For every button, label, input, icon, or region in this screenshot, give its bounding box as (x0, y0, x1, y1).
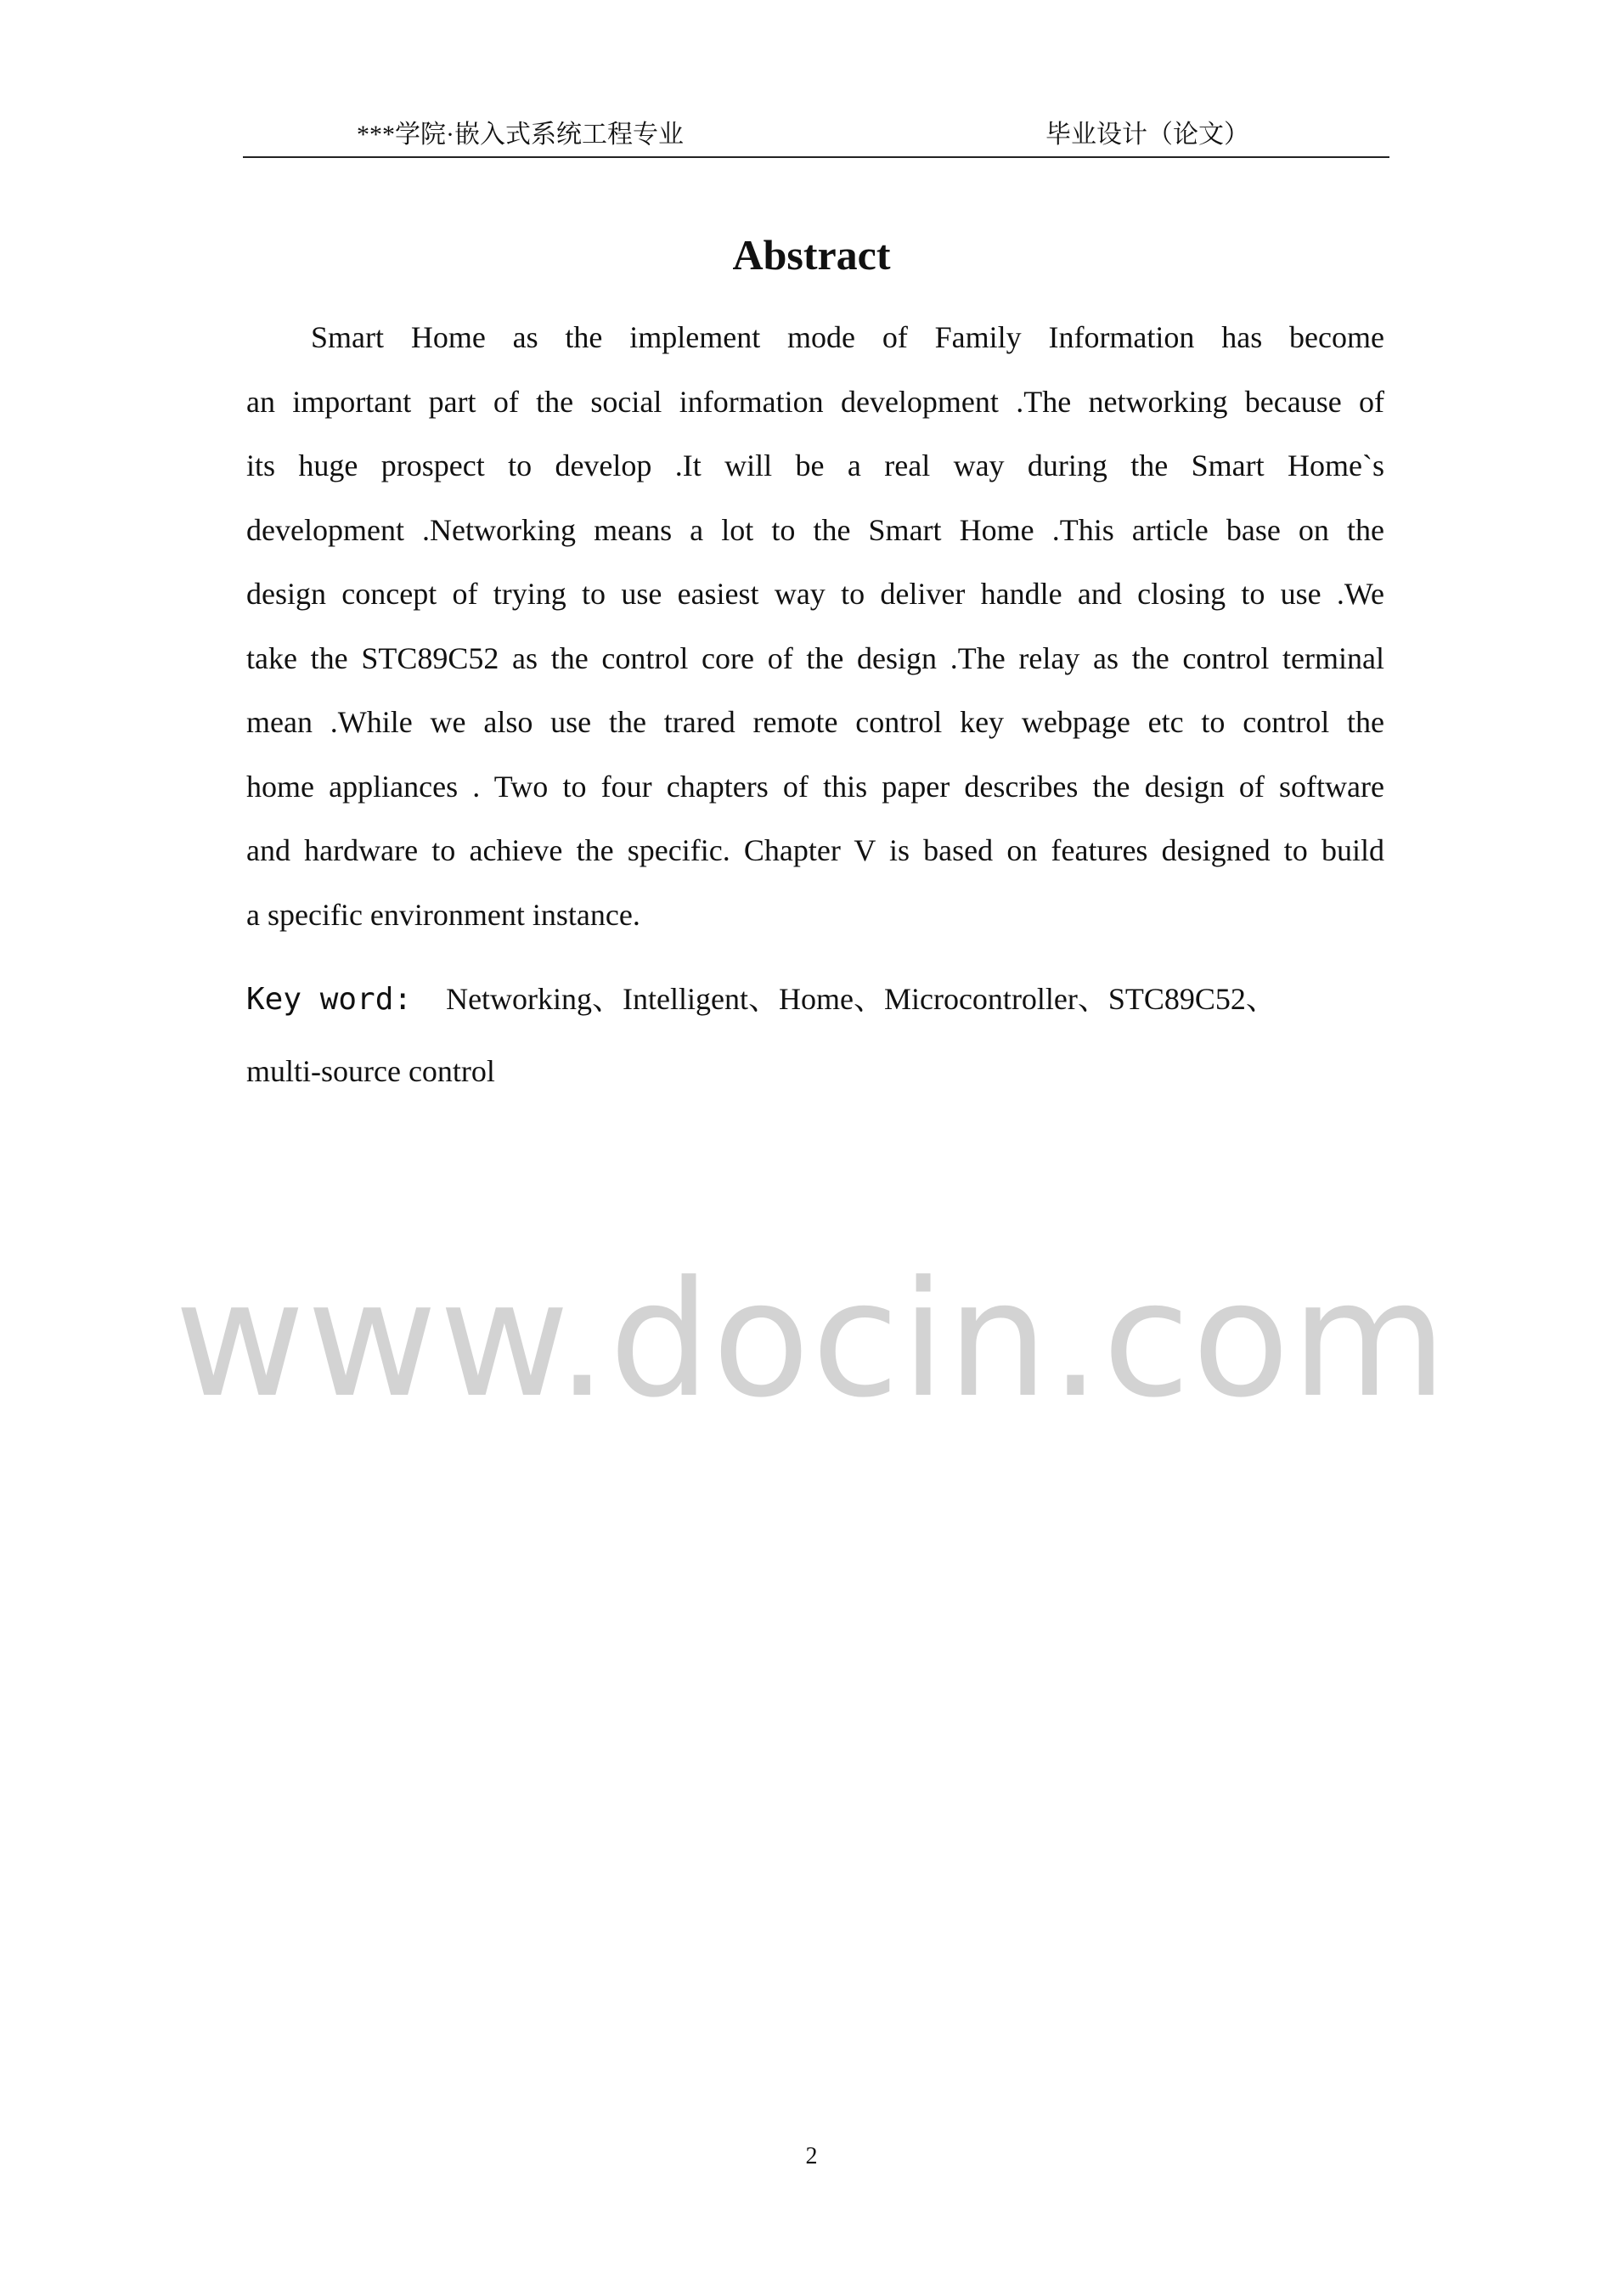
abstract-line: its huge prospect to develop .It will be a real way during the Smart Home`s (246, 448, 1384, 482)
header-left-text: ***学院·嵌入式系统工程专业 (357, 121, 684, 149)
keywords-label: Key word: (246, 982, 413, 1017)
abstract-line: mean .While we also use the trared remote control key webpage etc to control the (246, 705, 1384, 739)
abstract-body (246, 306, 1384, 947)
keywords-line-1 (246, 963, 1393, 1035)
header-rule (243, 156, 1389, 158)
abstract-line: development .Networking means a lot to the Smart Home .This article base on the (246, 512, 1384, 547)
abstract-line: Smart Home as the implement mode of Family Information has become (311, 320, 1384, 354)
watermark-text: www.docin.com (174, 1247, 1449, 1433)
keywords-block (246, 963, 1393, 1107)
keywords-line-2: multi-source control (246, 1054, 495, 1088)
keywords-list: Networking、Intelligent、Home、Microcontroller、STC89C52、 (446, 982, 1276, 1016)
page-title: Abstract (732, 231, 891, 279)
abstract-line: design concept of trying to use easiest way to deliver handle and closing to use .We (246, 577, 1384, 611)
page-number: 2 (805, 2143, 818, 2169)
abstract-line: a specific environment instance. (246, 897, 640, 932)
header-right-text: 毕业设计（论文） (1045, 121, 1249, 149)
abstract-line: an important part of the social information development .The networking because of (246, 384, 1384, 419)
abstract-line: home appliances . Two to four chapters of this paper describes the design of software (246, 769, 1384, 804)
abstract-line: take the STC89C52 as the control core of the design .The relay as the control terminal (246, 640, 1384, 675)
abstract-line: and hardware to achieve the specific. Chapter V is based on features designed to build (246, 833, 1384, 867)
